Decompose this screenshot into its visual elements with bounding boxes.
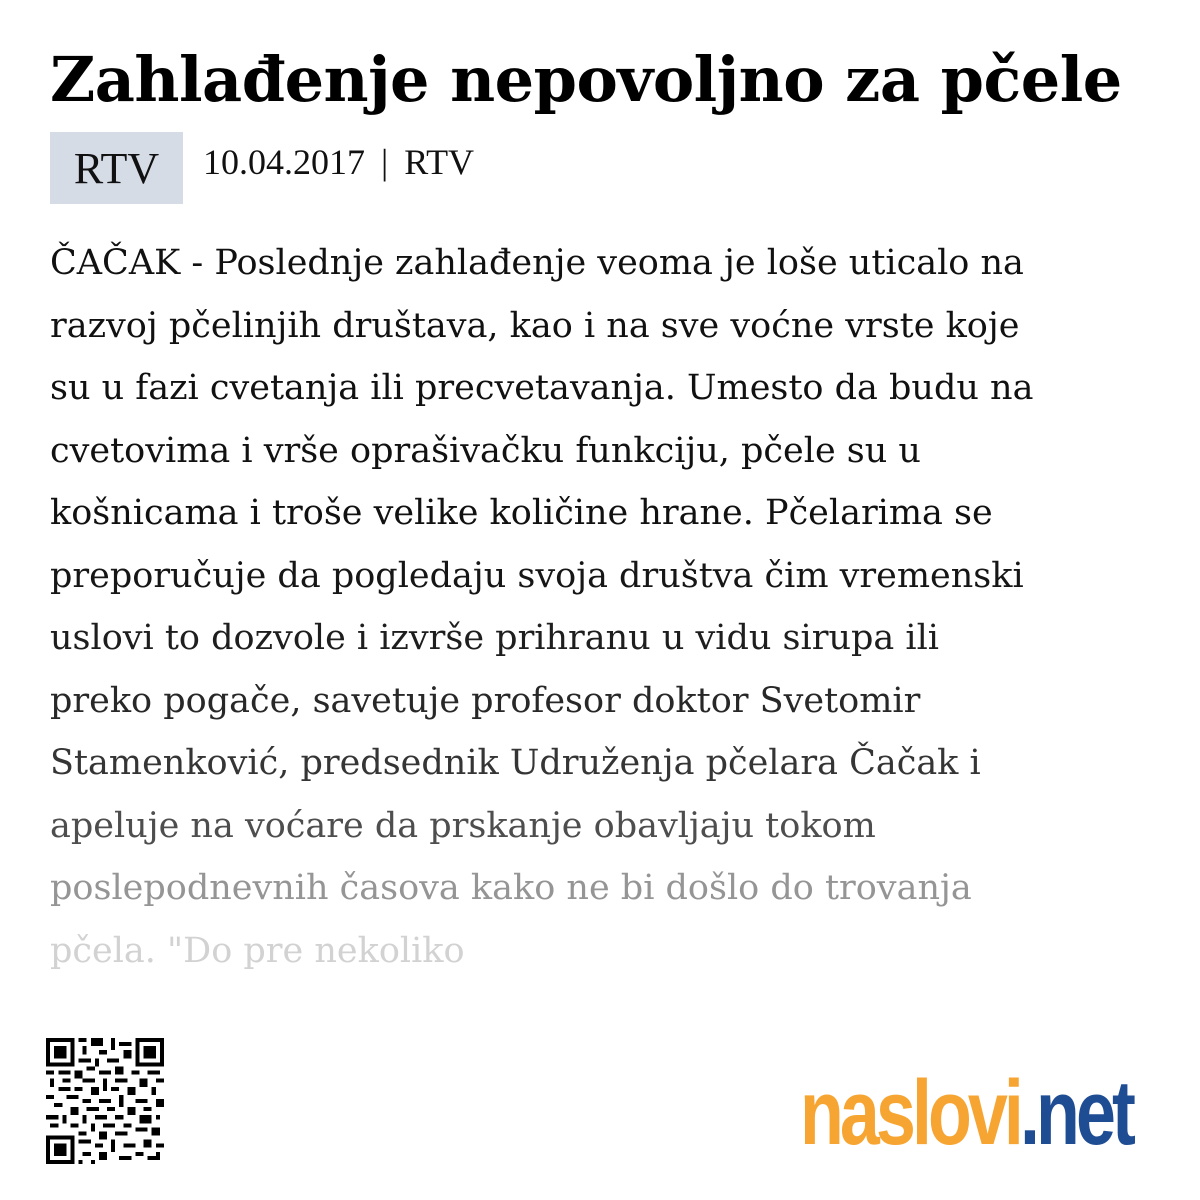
article-body — [50, 232, 1160, 982]
article-source: RTV — [404, 142, 475, 182]
naslovi-logo[interactable] — [800, 1058, 1132, 1168]
body-line: razvoj pčelinjih društava, kao i na sve voćne vrste koje — [50, 305, 1020, 346]
body-line: košnicama i troše velike količine hrane. Pčelarima se — [50, 493, 993, 533]
body-line: cvetovima i vrše oprašivačku funkciju, pčele su u — [50, 430, 921, 471]
meta-line — [203, 140, 474, 184]
body-line: ČAČAK - Poslednje zahlađenje veoma je loše uticalo na — [50, 243, 1024, 283]
body-line: preporučuje da pogledaju svoja društva čim vremenski — [50, 555, 1024, 596]
body-line: Stamenković, predsednik Udruženja pčelara Čačak i — [50, 743, 981, 783]
qr-code-icon — [46, 1038, 164, 1164]
article-title: Zahlađenje nepovoljno za pčele — [50, 43, 1122, 116]
logo-part-net: .net — [1019, 1062, 1132, 1164]
body-line: uslovi to dozvole i izvrše prihranu u vidu sirupa ili — [50, 618, 939, 658]
article-date: 10.04.2017 — [203, 142, 365, 182]
meta-separator: | — [381, 142, 389, 182]
logo-part-naslovi: naslovi — [800, 1062, 1020, 1164]
body-line: apeluje na voćare da prskanje obavljaju tokom — [50, 805, 876, 846]
source-badge: RTV — [50, 132, 183, 204]
body-line: pčela. "Do pre nekoliko — [50, 930, 465, 971]
body-line: poslepodnevnih časova kako ne bi došlo do trovanja — [50, 868, 972, 908]
body-line: su u fazi cvetanja ili precvetavanja. Umesto da budu na — [50, 368, 1034, 408]
article-meta — [50, 132, 475, 204]
body-line: preko pogače, savetuje profesor doktor Svetomir — [50, 680, 921, 721]
